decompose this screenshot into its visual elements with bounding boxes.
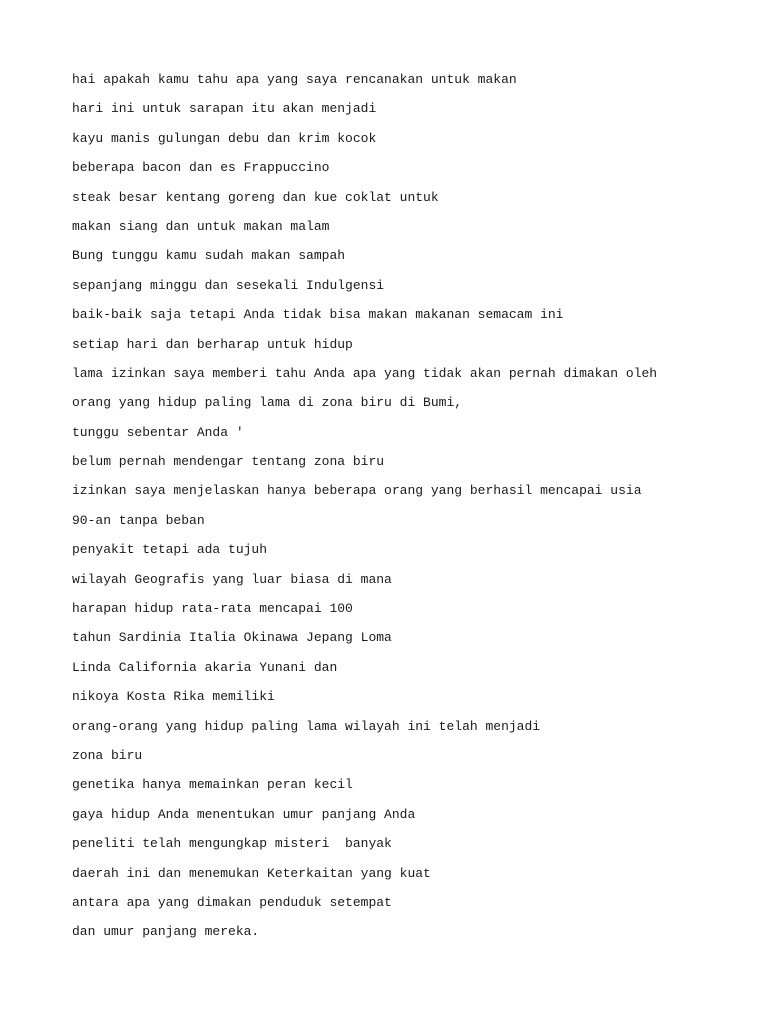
- text-line: genetika hanya memainkan peran kecil: [72, 777, 353, 793]
- text-line: tahun Sardinia Italia Okinawa Jepang Loma: [72, 630, 392, 646]
- document-page: [72, 70, 752, 952]
- text-line: zona biru: [72, 747, 143, 763]
- text-line: penyakit tetapi ada tujuh: [72, 542, 268, 558]
- text-line: tunggu sebentar Anda ': [72, 424, 244, 440]
- text-line: daerah ini dan menemukan Keterkaitan yang kuat: [72, 865, 431, 881]
- text-line: dan umur panjang mereka.: [72, 924, 260, 940]
- text-line: steak besar kentang goreng dan kue coklat untuk: [72, 189, 439, 205]
- text-line: harapan hidup rata-rata mencapai 100: [72, 601, 353, 617]
- text-line: lama izinkan saya memberi tahu Anda apa yang tidak akan pernah dimakan oleh: [72, 365, 658, 381]
- text-line: antara apa yang dimakan penduduk setempat: [72, 894, 392, 910]
- text-line: wilayah Geografis yang luar biasa di mana: [72, 571, 392, 587]
- text-line: Bung tunggu kamu sudah makan sampah: [72, 248, 346, 264]
- text-line: setiap hari dan berharap untuk hidup: [72, 336, 353, 352]
- text-line: peneliti telah mengungkap misteri banyak: [72, 836, 392, 852]
- text-line: izinkan saya menjelaskan hanya beberapa orang yang berhasil mencapai usia: [72, 483, 642, 499]
- text-line: belum pernah mendengar tentang zona biru: [72, 454, 385, 470]
- text-line: beberapa bacon dan es Frappuccino: [72, 160, 330, 176]
- text-line: makan siang dan untuk makan malam: [72, 218, 330, 234]
- text-line: orang yang hidup paling lama di zona biru di Bumi,: [72, 395, 463, 411]
- text-line: 90-an tanpa beban: [72, 512, 205, 528]
- text-line: sepanjang minggu dan sesekali Indulgensi: [72, 277, 385, 293]
- text-line: Linda California akaria Yunani dan: [72, 659, 338, 675]
- text-line: hari ini untuk sarapan itu akan menjadi: [72, 101, 377, 117]
- text-line: hai apakah kamu tahu apa yang saya rencanakan untuk makan: [72, 72, 517, 87]
- text-line: orang-orang yang hidup paling lama wilayah ini telah menjadi: [72, 718, 541, 734]
- text-line: kayu manis gulungan debu dan krim kocok: [72, 130, 377, 146]
- text-line: nikoya Kosta Rika memiliki: [72, 689, 275, 705]
- text-line: baik-baik saja tetapi Anda tidak bisa makan makanan semacam ini: [72, 307, 564, 323]
- text-line: gaya hidup Anda menentukan umur panjang Anda: [72, 806, 416, 822]
